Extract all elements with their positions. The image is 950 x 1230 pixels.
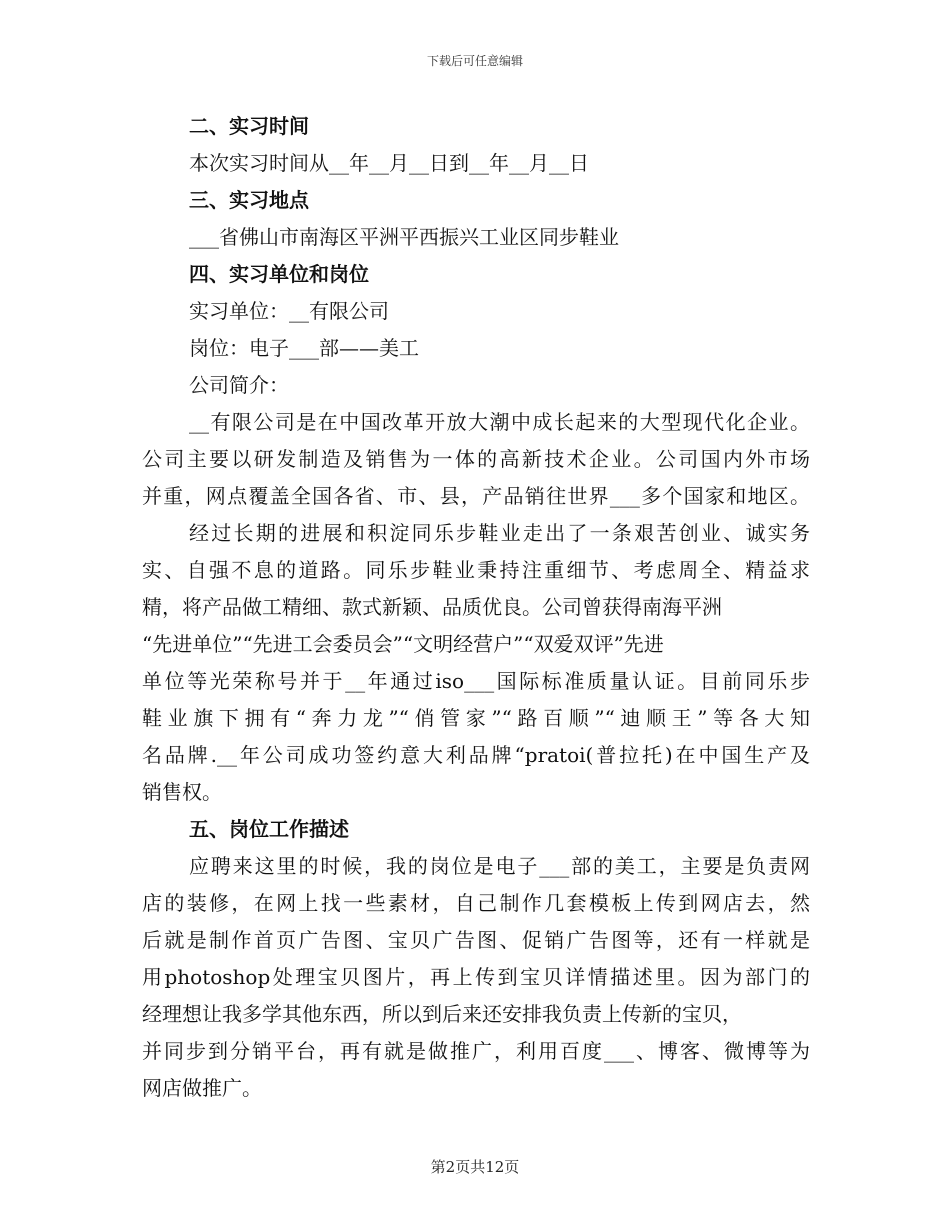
paragraph-line: 销售权。 bbox=[142, 780, 222, 804]
paragraph-line: __有限公司是在中国改革开放大潮中成长起来的大型现代化企业。 bbox=[189, 410, 810, 434]
paragraph-line: 后就是制作首页广告图、宝贝广告图、促销广告图等，还有一样就是 bbox=[142, 928, 810, 952]
section-heading-unit-and-position: 四、实习单位和岗位 bbox=[189, 262, 369, 286]
paragraph-line: 经过长期的进展和积淀同乐步鞋业走出了一条艰苦创业、诚实务 bbox=[189, 521, 810, 545]
paragraph-line: 并同步到分销平台，再有就是做推广，利用百度___、博客、微博等为 bbox=[142, 1039, 810, 1063]
paragraph-line: “先进单位”“先进工会委员会”“文明经营户”“双爱双评”先进 bbox=[142, 632, 664, 656]
company-intro-label: 公司简介： bbox=[189, 373, 289, 397]
paragraph-line: 鞋业旗下拥有“奔力龙”“俏管家”“路百顺”“迪顺王”等各大知 bbox=[142, 706, 810, 730]
page-header: 下载后可任意编辑 bbox=[426, 54, 523, 68]
section-heading-job-description: 五、岗位工作描述 bbox=[189, 817, 349, 841]
paragraph-line: 网店做推广。 bbox=[142, 1076, 262, 1100]
position-line: 岗位：电子___部——美工 bbox=[189, 336, 419, 360]
paragraph-line: 应聘来这里的时候，我的岗位是电子___部的美工，主要是负责网 bbox=[189, 854, 810, 878]
paragraph-line: 公司主要以研发制造及销售为一体的高新技术企业。公司国内外市场 bbox=[142, 447, 810, 471]
internship-time-text: 本次实习时间从__年__月__日到__年__月__日 bbox=[189, 151, 589, 175]
paragraph-line: 并重，网点覆盖全国各省、市、县，产品销往世界___多个国家和地区。 bbox=[142, 484, 810, 508]
page-footer: 第2页共12页 bbox=[430, 1158, 520, 1176]
paragraph-line: 店的装修，在网上找一些素材，自己制作几套模板上传到网店去，然 bbox=[142, 891, 810, 915]
internship-unit-line: 实习单位：__有限公司 bbox=[189, 299, 389, 323]
paragraph-line: 名品牌.__年公司成功签约意大利品牌“pratoi(普拉托)在中国生产及 bbox=[142, 743, 810, 767]
paragraph-line: 用photoshop处理宝贝图片，再上传到宝贝详情描述里。因为部门的 bbox=[142, 965, 810, 989]
internship-location-text: ___省佛山市南海区平洲平西振兴工业区同步鞋业 bbox=[189, 225, 619, 249]
paragraph-line: 精，将产品做工精细、款式新颖、品质优良。公司曾获得南海平洲 bbox=[142, 595, 722, 619]
paragraph-line: 实、自强不息的道路。同乐步鞋业秉持注重细节、考虑周全、精益求 bbox=[142, 558, 810, 582]
document-body bbox=[142, 108, 810, 1107]
paragraph-line: 单位等光荣称号并于__年通过iso___国际标准质量认证。目前同乐步 bbox=[142, 669, 810, 693]
paragraph-line: 经理想让我多学其他东西，所以到后来还安排我负责上传新的宝贝， bbox=[142, 1002, 742, 1026]
section-heading-internship-location: 三、实习地点 bbox=[189, 188, 309, 212]
section-heading-internship-time: 二、实习时间 bbox=[189, 114, 309, 138]
